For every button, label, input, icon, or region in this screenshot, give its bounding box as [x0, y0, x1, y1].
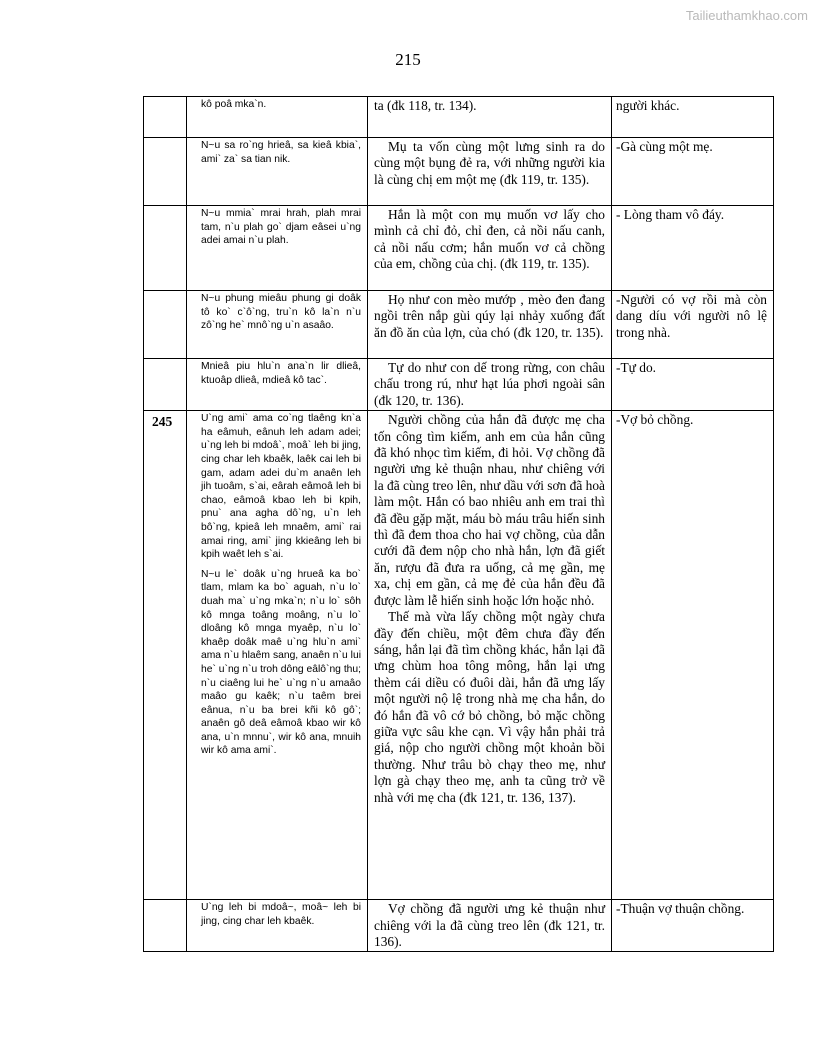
- translation-cell: [368, 291, 612, 359]
- meaning-cell: - Lòng tham vô đáy.: [612, 206, 774, 291]
- translation-cell: [368, 900, 612, 952]
- ede-source-cell: [187, 900, 368, 952]
- translation-text: Hắn là một con mụ muốn vơ lấy cho mình cả chỉ đỏ, chỉ đen, cả nồi nấu canh, cả nồi nấu cơm; hắn muốn vơ cả chồng của em, chồng của chị. (đk 119, tr. 135).: [374, 207, 605, 272]
- table-row: [144, 900, 774, 952]
- table-row: [144, 291, 774, 359]
- table-row: [144, 411, 774, 900]
- row-number: [144, 97, 187, 138]
- meaning-cell: người khác.: [612, 97, 774, 138]
- translation-text: ta (đk 118, tr. 134).: [374, 98, 477, 113]
- table-row: [144, 138, 774, 206]
- row-number: 245: [144, 411, 187, 900]
- translation-cell: [368, 411, 612, 900]
- meaning-cell: -Người có vợ rồi mà còn dang díu với người nô lệ trong nhà.: [612, 291, 774, 359]
- row-number: [144, 138, 187, 206]
- row-number: [144, 291, 187, 359]
- translation-text: Thế mà vừa lấy chồng một ngày chưa đầy đến chiều, một đêm chưa đầy đến sáng, hắn lại đã tìm chồng khác, hắn lại đã ưng chùm hoa tông mông, hắn lại ưng thèm cái diều có đuôi dài, hắn đã ưng lấy một người nộ lệ trong nhà mẹ cha hắn, do đó hắn đã vô cớ bỏ chồng, bỏ mặc chồng giữa vực sâu khe cạn. Vì vậy hắn phải trả giá, nộp cho người chồng một khoản bồi thường. Như trâu bò chạy theo mẹ, như lợn gà chạy theo mẹ, anh ta cũng trở về nhà với mẹ cha (đk 121, tr. 136, 137).: [374, 609, 605, 805]
- translation-text: Tự do như con dế trong rừng, con châu chấu trong rú, như hạt lúa phơi ngoài sân (đk 120, tr. 136).: [374, 360, 605, 408]
- meaning-cell: -Vợ bỏ chồng.: [612, 411, 774, 900]
- translation-text: Mụ ta vốn cùng một lưng sinh ra do cùng một bụng đẻ ra, với những người kia là cùng chị em một mẹ (đk 119, tr. 135).: [374, 139, 605, 187]
- translation-text: Họ như con mèo mướp , mèo đen đang ngồi trên nắp gùi qúy lại nhảy xuống đất ăn đồ ăn của lợn, của chó (đk 120, tr. 135).: [374, 292, 605, 340]
- ede-source-cell: [187, 411, 368, 900]
- ede-source-text: kô poâ mka`n.: [201, 99, 267, 110]
- ede-source-cell: [187, 206, 368, 291]
- translation-cell: [368, 206, 612, 291]
- ede-source-cell: [187, 138, 368, 206]
- ede-source-text: N~u mmia` mrai hrah, plah mrai tam, n`u plah go` djam eâsei u`ng adei amai n`u plah.: [201, 208, 361, 247]
- table-row: [144, 206, 774, 291]
- ede-source-text: N~u le` doâk u`ng hrueâ ka bo` tlam, mlam ka bo` aguah, n`u lo` duah ma` u`ng mka`n; n`u lo` sôh kô mnga toâng moâng, n`u lo` dloâng kô mnga myaêp, n`u lo` khaêp doâk maê u`ng hlu`n ami` ama n`u hlaêm sang, anaên n`u lui he` u`ng n`u troh dông eâlô`ng thu; n`u ciaêng lui he` u`ng n`u amaâo maâo gu kaêk; n`u taêm brei eânua, n`u ba brei kñi kô gô`; anaên gô deâ eâmoâ kbao wir kô ana, u`n mnnu`, wir kô ana, mnuih wir kô ama ami`.: [201, 568, 361, 757]
- row-number: [144, 900, 187, 952]
- translation-text: Vợ chồng đã người ưng kẻ thuận như chiêng với la đã cùng treo lên (đk 121, tr. 136).: [374, 901, 605, 950]
- table-row: [144, 97, 774, 138]
- meaning-cell: -Thuận vợ thuận chồng.: [612, 900, 774, 952]
- ede-source-cell: [187, 97, 368, 138]
- meaning-cell: -Tự do.: [612, 359, 774, 411]
- translation-cell: [368, 138, 612, 206]
- ede-source-text: Mnieâ piu hlu`n ana`n lir dlieâ, ktuoâp dlieâ, mdieâ kô tac`.: [201, 361, 361, 386]
- watermark: Tailieuthamkhao.com: [685, 8, 808, 23]
- ede-source-cell: [187, 359, 368, 411]
- proverb-table: [143, 96, 774, 952]
- page-number: 215: [395, 50, 421, 69]
- translation-cell: [368, 97, 612, 138]
- row-number: [144, 206, 187, 291]
- ede-source-text: U`ng leh bi mdoâ~, moâ~ leh bi jing, cing char leh kbaêk.: [201, 902, 361, 927]
- ede-source-cell: [187, 291, 368, 359]
- meaning-cell: -Gà cùng một mẹ.: [612, 138, 774, 206]
- table-row: [144, 359, 774, 411]
- ede-source-text: N~u phung mieâu phung gi doâk tô ko` c`ô`ng, tru`n kô la`n n`u zô`ng he` mnô`ng u`n asaâo.: [201, 293, 361, 332]
- translation-text: Người chồng của hắn đã được mẹ cha tốn công tìm kiếm, anh em của hắn cũng đã khó nhọc tìm kiếm, đi hỏi. Vợ chồng đã người ưng kẻ thuận nhau, như chiêng với la đã cùng treo lên, như dầu với sơn đã hoà làm một. Hắn có bao nhiêu anh em trai thì đã đều gặp mặt, máu bò máu trâu hiến sinh thì đã đem thoa cho hai vợ chồng, của dẫn cưới đã đem nộp cho nhà hắn, lợn đã giết ăn, rượu đã đưa ra uống, cả mẹ gần, mẹ xa, chị em gần, cả mẹ đẻ của hắn đều đã được làm lễ hiến sinh hoặc lớn hoặc nhỏ.: [374, 412, 605, 608]
- ede-source-text: N~u sa ro`ng hrieâ, sa kieâ kbia`, ami` za` sa tian nik.: [201, 140, 361, 165]
- row-number: [144, 359, 187, 411]
- ede-source-text: U`ng ami` ama co`ng tlaêng kn`a ha eâmuh, eânuh leh adam adei; u`ng leh bi mdoâ`, moâ` leh bi jing, cing char leh kbaêk, laêk cai leh bi gam, adam adei du`m anaên leh jih tuoâm, s`ai, eârah eâmoâ leh bi chao, eâmoâ kbao leh bi kpih, pnu` ana agha dô`ng, u`n leh bô`ng, kpieâ leh mnaêm, ami` rai amai ring, ami` jing kkieâng leh bi kpih waêt leh s`ai.: [201, 413, 361, 561]
- translation-cell: [368, 359, 612, 411]
